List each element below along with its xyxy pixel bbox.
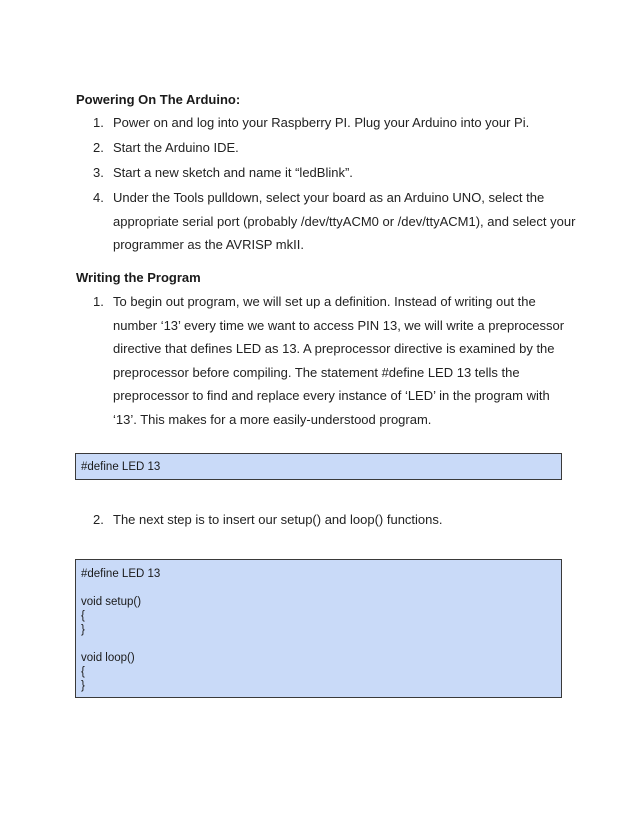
writing-program-steps [76,290,576,433]
code-line: } [81,624,85,636]
list-item [76,136,576,160]
list-item-number: 2. [93,512,104,527]
code-line: } [81,680,85,692]
list-item-text: Start a new sketch and name it “ledBlink”. [113,165,353,180]
code-line [81,637,561,651]
code-block-setup-loop [75,559,562,698]
list-item-text: To begin out program, we will set up a definition. Instead of writing out the number ‘13’ every time we want to access PIN 13, we will write a preprocessor directive that defines LED as 13. A preprocessor directive is examined by the preprocessor before compiling. The statement #define LED 13 tells the preprocessor to find and replace every instance of ‘LED’ in the program with ‘13’. This makes for a more easily-understood program. [113,294,565,427]
code-line: void loop() [81,652,135,664]
list-item-number: 4. [93,190,104,205]
list-item-text: Power on and log into your Raspberry PI. Plug your Arduino into your Pi. [113,115,530,130]
code-line: void setup() [81,596,142,608]
code-line: #define LED 13 [81,461,161,473]
section-heading-writing-program: Writing the Program [76,270,201,285]
list-item-number: 3. [93,165,104,180]
list-item-number: 1. [93,294,104,309]
list-item-text: Under the Tools pulldown, select your board as an Arduino UNO, select the appropriate serial port (probably /dev/ttyACM0 or /dev/ttyACM1), and select your programmer as the AVRISP mkII. [113,190,576,252]
code-block-define [75,453,562,480]
code-line [81,581,561,595]
list-item [76,508,576,532]
list-item-number: 1. [93,115,104,130]
code-line: { [81,610,85,622]
list-item-text: The next step is to insert our setup() and loop() functions. [113,512,443,527]
list-item [76,161,576,185]
writing-program-steps-continued [76,508,576,533]
section-heading-powering-on: Powering On The Arduino: [76,92,241,107]
list-item [76,186,576,257]
code-line: #define LED 13 [81,568,161,580]
list-item [76,290,576,431]
code-line: { [81,666,85,678]
list-item [76,111,576,135]
list-item-text: Start the Arduino IDE. [113,140,239,155]
powering-on-steps [76,111,576,258]
list-item-number: 2. [93,140,104,155]
